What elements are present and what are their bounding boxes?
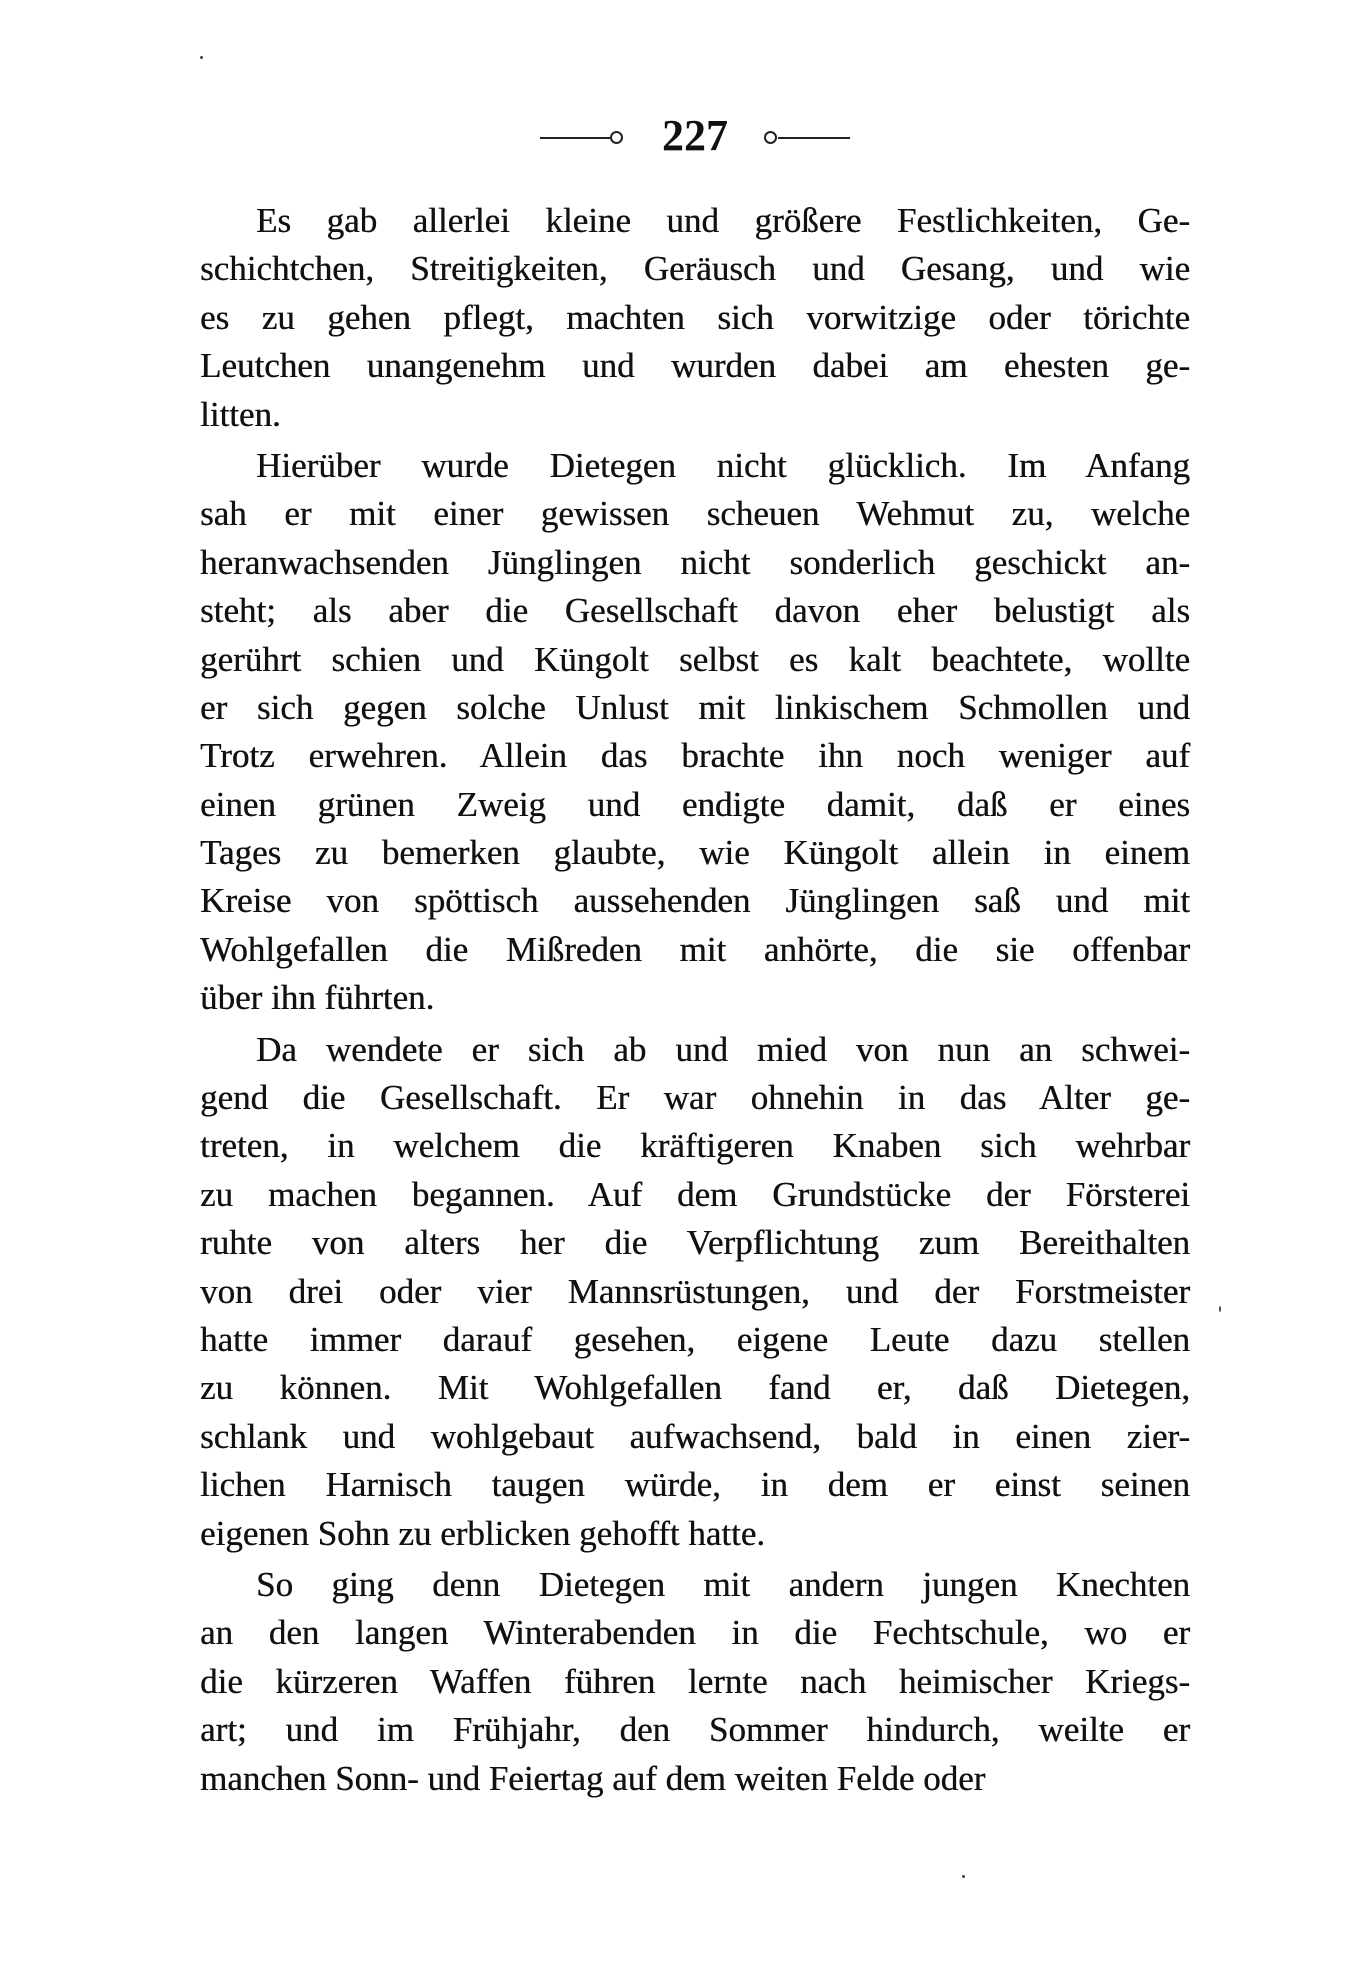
text-line: lichen Harnisch taugen würde, in dem er einst seinen [200, 1465, 1190, 1505]
text-line: manchen Sonn- und Feiertag auf dem weiten Felde oder [200, 1758, 986, 1798]
text-line: zu machen begannen. Auf dem Grundstücke der Försterei [200, 1174, 1190, 1214]
paragraph [200, 197, 1190, 439]
text-line: Hierüber wurde Dietegen nicht glücklich. Im Anfang [256, 445, 1190, 485]
text-line: zu können. Mit Wohlgefallen fand er, daß Dietegen, [200, 1368, 1190, 1408]
page-number: 227 [662, 111, 728, 160]
text-line: die kürzeren Waffen führen lernte nach heimischer Kriegs- [200, 1661, 1190, 1701]
text-line: Es gab allerlei kleine und größere Festlichkeiten, Ge- [256, 201, 1190, 240]
text-line: gerührt schien und Küngolt selbst es kalt beachtete, wollte [200, 639, 1190, 679]
text-line: Trotz erwehren. Allein das brachte ihn noch weniger auf [200, 736, 1190, 776]
text-line: steht; als aber die Gesellschaft davon eher belustigt als [200, 591, 1190, 631]
text-line: schlank und wohlgebaut aufwachsend, bald in einen zier- [200, 1416, 1190, 1456]
body-text [200, 197, 1190, 1803]
text-line: hatte immer darauf gesehen, eigene Leute dazu stellen [200, 1319, 1190, 1359]
scan-speck [200, 56, 203, 59]
text-line: Tages zu bemerken glaubte, wie Küngolt allein in einem [200, 833, 1190, 873]
text-line: über ihn führten. [200, 978, 435, 1018]
text-line: einen grünen Zweig und endigte damit, daß er eines [200, 784, 1190, 824]
text-line: schichtchen, Streitigkeiten, Geräusch und Gesang, und wie [200, 249, 1190, 289]
page-header [0, 112, 1365, 160]
text-line: von drei oder vier Mannsrüstungen, und der Forstmeister [200, 1271, 1190, 1311]
ornament-rule-right [778, 137, 850, 139]
text-line: ruhte von alters her die Verpflichtung zum Bereithalten [200, 1223, 1190, 1263]
scan-speck [962, 1875, 965, 1878]
ornament-ring-right [764, 131, 777, 144]
ornament-rule-left [540, 137, 612, 139]
paragraph [200, 1026, 1190, 1558]
text-line: Wohlgefallen die Mißreden mit anhörte, die sie offenbar [200, 929, 1190, 969]
text-line: sah er mit einer gewissen scheuen Wehmut zu, welche [200, 494, 1190, 534]
text-line: es zu gehen pflegt, machten sich vorwitzige oder törichte [200, 297, 1190, 337]
text-line: heranwachsenden Jünglingen nicht sonderlich geschickt an- [200, 542, 1190, 582]
paragraph [200, 442, 1190, 1023]
paragraph [200, 1561, 1190, 1803]
text-line: Da wendete er sich ab und mied von nun an schwei- [256, 1029, 1190, 1069]
text-line: Leutchen unangenehm und wurden dabei am ehesten ge- [200, 346, 1190, 386]
text-line: treten, in welchem die kräftigeren Knaben sich wehrbar [200, 1126, 1190, 1166]
text-line: Kreise von spöttisch aussehenden Jünglingen saß und mit [200, 881, 1190, 921]
text-line: litten. [200, 394, 281, 434]
ornament-ring-left [610, 131, 623, 144]
scan-speck [1219, 1306, 1221, 1312]
text-line: gend die Gesellschaft. Er war ohnehin in das Alter ge- [200, 1078, 1190, 1118]
text-line: an den langen Winterabenden in die Fechtschule, wo er [200, 1613, 1190, 1653]
text-line: er sich gegen solche Unlust mit linkischem Schmollen und [200, 687, 1190, 727]
text-line: art; und im Frühjahr, den Sommer hindurch, weilte er [200, 1710, 1190, 1750]
text-line: So ging denn Dietegen mit andern jungen Knechten [256, 1564, 1190, 1604]
text-line: eigenen Sohn zu erblicken gehofft hatte. [200, 1513, 765, 1553]
